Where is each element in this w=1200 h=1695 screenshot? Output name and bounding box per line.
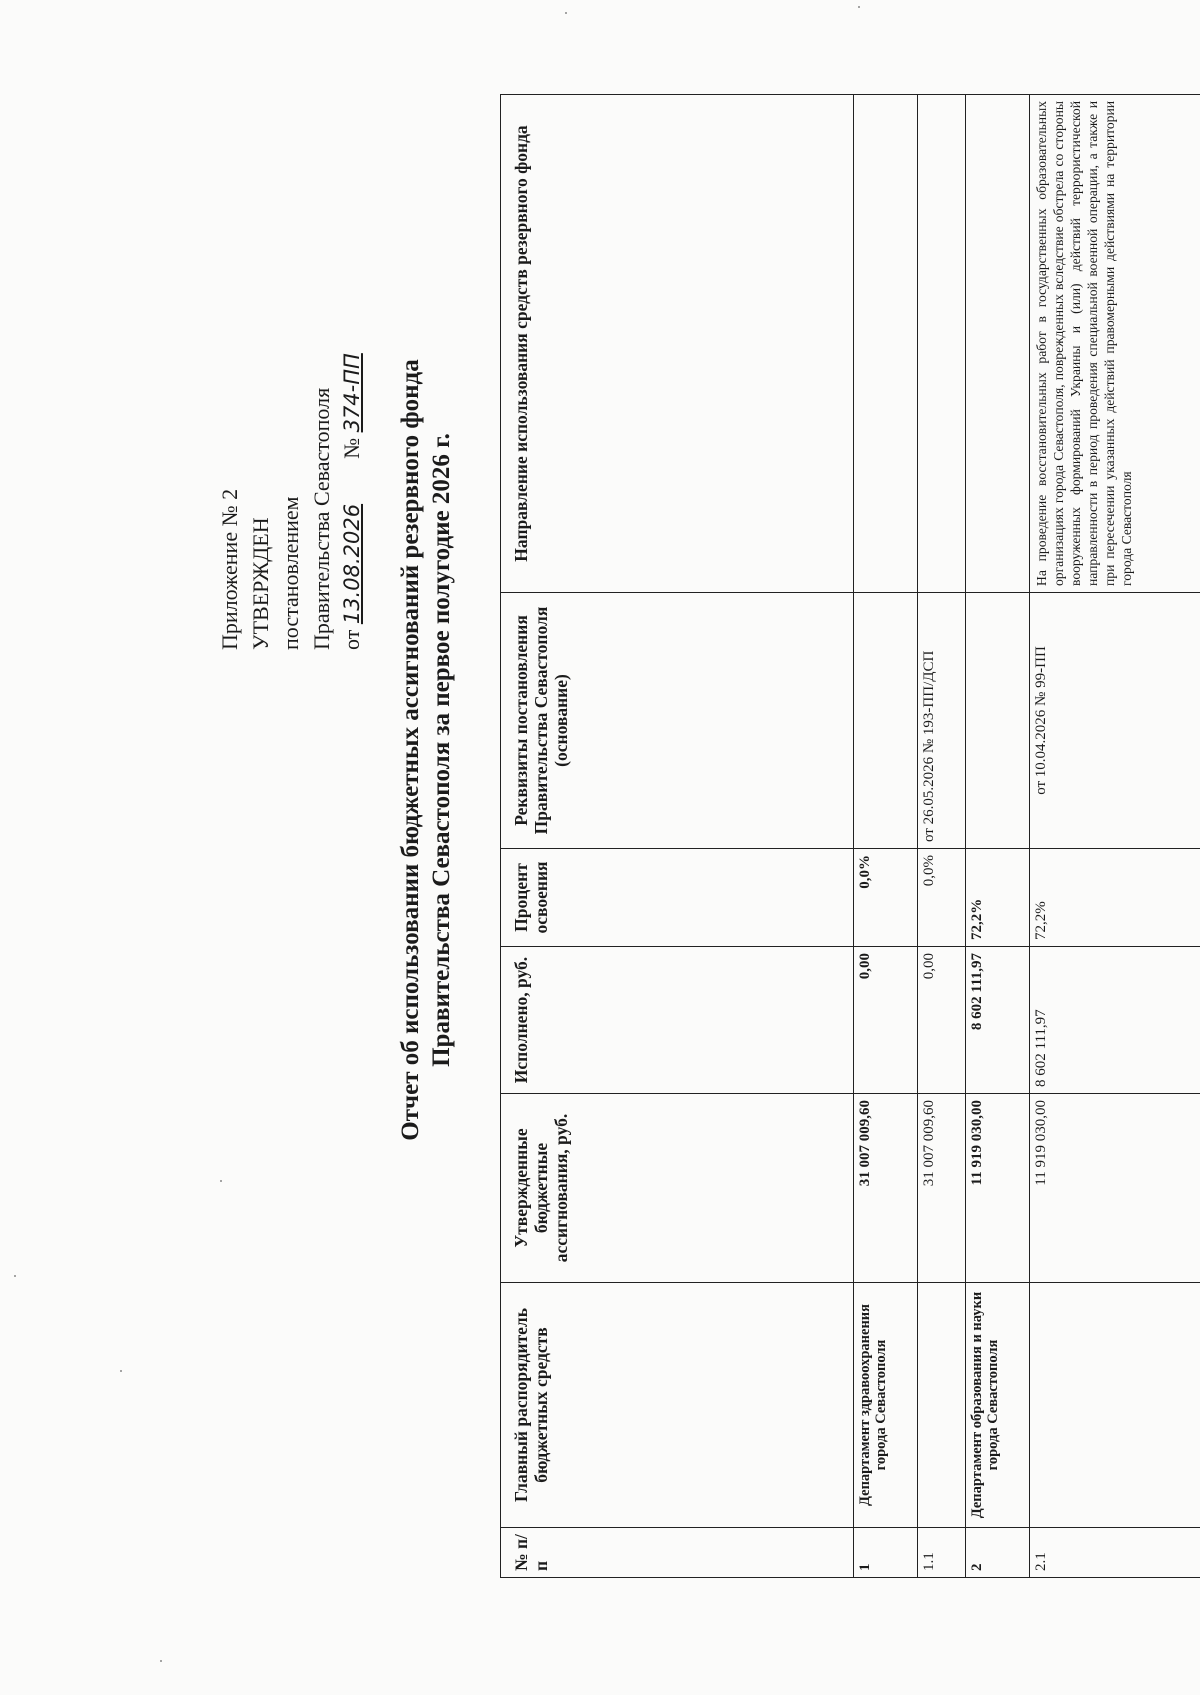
row-executed: 8 602 111,97 [1030, 947, 1200, 1094]
report-title [395, 235, 457, 1265]
row-direction [854, 95, 918, 593]
header-approved: Утвержденные бюджетные ассигнования, руб. [501, 1094, 854, 1283]
table-row [966, 95, 1030, 1578]
row-percent: 72,2% [1030, 849, 1200, 947]
table-row [918, 95, 966, 1578]
header-recipient: Главный распорядитель бюджетных средств [501, 1283, 854, 1528]
header-num: № п/п [501, 1528, 854, 1578]
row-num: 2.1 [1030, 1528, 1200, 1578]
row-approved: 31 007 009,60 [854, 1094, 918, 1283]
row-num: 1.1 [918, 1528, 966, 1578]
row-basis: от 26.05.2026 № 193-ПП/ДСП [918, 593, 966, 849]
resolution-label: постановлением [278, 496, 303, 650]
row-direction [918, 95, 966, 593]
scan-speck [160, 1660, 162, 1662]
row-basis [966, 593, 1030, 849]
row-basis [854, 593, 918, 849]
scan-speck [14, 1275, 16, 1277]
table-row [854, 95, 918, 1578]
report-title-line-1: Отчет об использовании бюджетных ассигнований резервного фонда [397, 359, 424, 1141]
scan-speck [220, 1180, 222, 1182]
approval-stamp [215, 230, 368, 650]
government-label: Правительства Севастополя [308, 387, 334, 650]
row-recipient: Департамент здравоохранения города Севастополя [854, 1283, 918, 1528]
row-executed: 8 602 111,97 [966, 947, 1030, 1094]
header-executed: Исполнено, руб. [501, 947, 854, 1094]
scan-speck [858, 6, 860, 8]
row-executed: 0,00 [854, 947, 918, 1094]
row-approved: 11 919 030,00 [966, 1094, 1030, 1283]
scan-speck [565, 12, 567, 14]
row-basis: от 10.04.2026 № 99-ПП [1030, 593, 1200, 849]
header-basis: Реквизиты постановления Правительства Севастополя (основание) [501, 593, 854, 849]
row-approved: 11 919 030,00 [1030, 1094, 1200, 1283]
header-percent: Процент освоения [501, 849, 854, 947]
row-recipient [1030, 1283, 1200, 1528]
row-percent: 72,2% [966, 849, 1030, 947]
reserve-fund-table [500, 94, 1200, 1578]
approved-label: УТВЕРЖДЕН [247, 517, 273, 650]
handwritten-number: 374-ПП [340, 353, 364, 433]
row-recipient [918, 1283, 966, 1528]
report-title-line-2: Правительства Севастополя за первое полугодие 2026 г. [428, 433, 455, 1067]
row-percent: 0,0% [918, 849, 966, 947]
row-num: 1 [854, 1528, 918, 1578]
row-recipient: Департамент образования и науки города Севастополя [966, 1283, 1030, 1528]
row-percent: 0,0% [854, 849, 918, 947]
row-executed: 0,00 [918, 947, 966, 1094]
number-prefix: № [339, 437, 364, 459]
scan-speck [120, 1370, 122, 1372]
date-prefix: от [339, 629, 364, 650]
handwritten-date: 13.08.2026 [340, 503, 364, 625]
row-num: 2 [966, 1528, 1030, 1578]
appendix-number: Приложение № 2 [217, 488, 242, 650]
row-direction: На проведение восстановительных работ в государственных образовательных организациях города Севастополя, поврежденных вследствие обстрела со стороны вооруженных формирований Украины и (или) действий террористической направленности в период проведения специальной военной операции, а также и при пересечении указанных действий правомерными действиями на территории города Севастополя [1030, 95, 1200, 593]
row-direction [966, 95, 1030, 593]
row-approved: 31 007 009,60 [918, 1094, 966, 1283]
table-row [1030, 95, 1200, 1578]
header-direction: Направление использования средств резервного фонда [501, 95, 854, 593]
table-header-row [501, 95, 854, 1578]
date-number-line [337, 230, 368, 650]
